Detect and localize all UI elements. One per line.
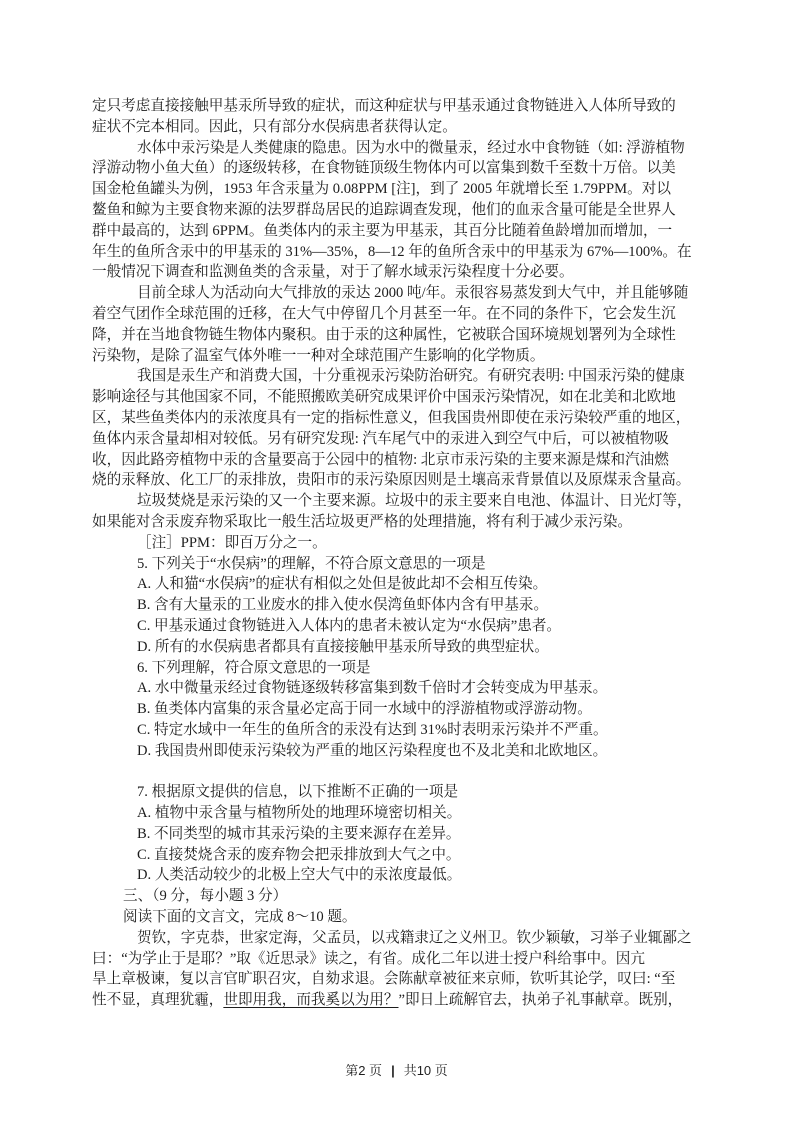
footer-total-pages: 共10 页 xyxy=(403,1063,448,1078)
text-line: 6. 下列理解，符合原文意思的一项是 xyxy=(137,659,371,676)
text-line: 污染物，是除了温室气体外唯一一种对全球范围产生影响的化学物质。 xyxy=(92,347,545,364)
text-line: 国金枪鱼罐头为例，1953 年含汞量为 0.08PPM [注]，到了 2005 年就增长至 1.79PPM。对以 xyxy=(92,181,671,198)
text-line: 区，某些鱼类体内的汞浓度具有一定的指标性意义，但我国贵州即使在汞污染较严重的地区， xyxy=(92,409,691,426)
text-line: C. 特定水域中一年生的鱼所含的汞没有达到 31%时表明汞污染并不严重。 xyxy=(137,721,608,738)
text-line: A. 植物中汞含量与植物所处的地理环境密切相关。 xyxy=(137,805,462,822)
text-line: 我国是汞生产和消费大国，十分重视汞污染防治研究。有研究表明: 中国汞污染的健康 xyxy=(137,368,685,385)
text-line: 三、（9 分，每小题 3 分） xyxy=(123,888,288,905)
text-line: 定只考虑直接接触甲基汞所导致的症状，而这种症状与甲基汞通过食物链进入人体所导致的 xyxy=(92,98,676,114)
page-text-content xyxy=(92,96,708,1011)
text-line: 降，并在当地食物链生物体内聚积。由于汞的这种属性，它被联合国环境规划署列为全球性 xyxy=(92,326,676,343)
text-line: 症状不完本相同。因此，只有部分水俣病患者获得认定。 xyxy=(92,118,457,135)
underlined-phrase: 世即用我，而我奚以为用？ xyxy=(223,992,399,1009)
text-line: 烧的汞释放、化工厂的汞排放，贵阳市的汞污染原因则是土壤高汞背景值以及原煤汞含量高。 xyxy=(92,472,691,489)
text-line: 影响途径与其他国家不同，不能照搬欧美研究成果评价中国汞污染情况，如在北美和北欧地 xyxy=(92,389,676,406)
text-line: 5. 下列关于“水俣病”的理解，不符合原文意思的一项是 xyxy=(137,555,486,572)
blank-line xyxy=(92,762,708,783)
text-line: 鳌鱼和鲸为主要食物来源的法罗群岛居民的追踪调查发现，他们的血汞含量可能是全世界人 xyxy=(92,201,676,218)
text-line: 阅读下面的文言文，完成 8～10 题。 xyxy=(123,909,357,926)
text-line: 浮游动物小鱼大鱼）的逐级转移，在食物链顶级生物体内可以富集到数千至数十万倍。以美 xyxy=(92,160,676,177)
text-line: 一般情况下调查和监测鱼类的含汞量，对于了解水域汞污染程度十分必要。 xyxy=(92,264,574,281)
footer-page-number: 第2 页 xyxy=(345,1063,383,1078)
text-line: ［注］PPM：即百万分之一。 xyxy=(137,534,327,551)
text-line: 如果能对含汞废弃物采取比一般生活垃圾更严格的处理措施，将有利于减少汞污染。 xyxy=(92,513,632,530)
text-line: 着空气团作全球范围的迁移，在大气中停留几个月甚至一年。在不同的条件下，它会发生沉 xyxy=(92,305,676,322)
text-line: B. 鱼类体内富集的汞含量必定高于同一水域中的浮游植物或浮游动物。 xyxy=(137,701,592,718)
text-line: D. 人类活动较少的北极上空大气中的汞浓度最低。 xyxy=(137,867,462,884)
text-line: B. 不同类型的城市其汞污染的主要来源存在差异。 xyxy=(137,825,461,842)
text-line: C. 甲基汞通过食物链进入人体内的患者未被认定为“水俣病”患者。 xyxy=(137,617,562,634)
text-line: 7. 根据原文提供的信息，以下推断不正确的一项是 xyxy=(137,784,459,801)
text-line: A. 水中微量汞经过食物链逐级转移富集到数千倍时才会转变成为甲基汞。 xyxy=(137,680,608,697)
text-line: 曰：“为学止于是耶？”取《近思录》读之，有省。成化二年以进士授户科给事中。因亢 xyxy=(92,950,645,967)
text-line xyxy=(92,990,708,1011)
text-line: 收，因此路旁植物中汞的含量要高于公园中的植物: 北京市汞污染的主要来源是煤和汽油燃 xyxy=(92,451,669,468)
text-line: 贺钦，字克恭，世家定海，父孟员，以戎籍隶辽之义州卫。钦少颖敏，习举子业辄鄙之 xyxy=(137,929,692,946)
text-line: B. 含有大量汞的工业废水的排入使水俣湾鱼虾体内含有甲基汞。 xyxy=(137,597,549,614)
footer-separator: | xyxy=(391,1063,395,1078)
page-footer xyxy=(0,1060,793,1079)
text-line: 水体中汞污染是人类健康的隐患。因为水中的微量汞，经过水中食物链（如: 浮游植物 xyxy=(137,139,685,156)
text-line: 年生的鱼所含汞中的甲基汞的 31%—35%，8—12 年的鱼所含汞中的甲基汞为 67%—100%。在 xyxy=(92,243,692,260)
text-line: 鱼体内汞含量却相对较低。另有研究发现: 汽车尾气中的汞进入到空气中后，可以被植物吸 xyxy=(92,430,669,447)
text-line: D. 所有的水俣病患者都具有直接接触甲基汞所导致的典型症状。 xyxy=(137,638,549,655)
text-line: 垃圾焚烧是汞污染的又一个主要来源。垃圾中的汞主要来自电池、体温计、日光灯等， xyxy=(137,493,692,510)
text-line: 群中最高的，达到 6PPM。鱼类体内的汞主要为甲基汞，其百分比随着鱼龄增加而增加，一 xyxy=(92,222,673,239)
text-line: C. 直接焚烧含汞的废弃物会把汞排放到大气之中。 xyxy=(137,846,461,863)
text-line: A. 人和猫“水俣病”的症状有相似之处但是彼此却不会相互传染。 xyxy=(137,576,548,593)
text-segment: ”即日上疏解官去，执弟子礼事献章。既别， xyxy=(398,992,683,1009)
text-line: 旱上章极谏，复以言官旷职召灾，自劾求退。会陈献章被征来京师，钦听其论学，叹曰: “至 xyxy=(92,971,676,988)
text-line: 目前全球人为活动向大气排放的汞达 2000 吨/年。汞很容易蒸发到大气中，并且能够随 xyxy=(137,285,689,302)
text-line: D. 我国贵州即使汞污染较为严重的地区污染程度也不及北美和北欧地区。 xyxy=(137,742,608,759)
text-segment: 性不显，真理犹霾， xyxy=(92,992,224,1009)
